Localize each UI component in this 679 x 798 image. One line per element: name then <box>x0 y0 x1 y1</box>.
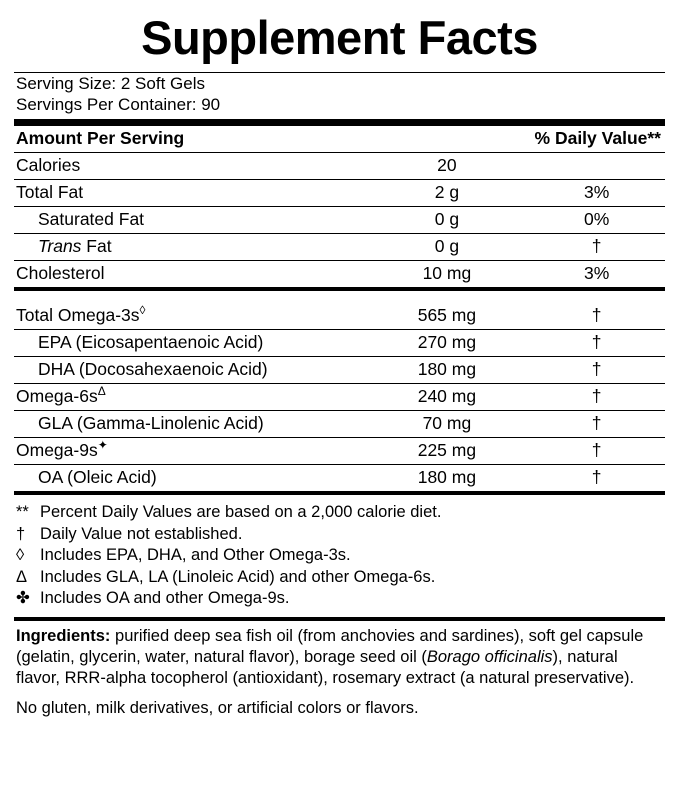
amount-per-serving-label: Amount Per Serving <box>14 126 366 153</box>
footnote-text: Percent Daily Values are based on a 2,000 calorie diet. <box>40 503 442 521</box>
row-amount-total-omega3s: 565 mg <box>366 303 529 330</box>
row-amount-calories: 20 <box>366 153 529 180</box>
row-dv-cholesterol: 3% <box>528 261 665 290</box>
ingredients-label: Ingredients: <box>16 626 111 645</box>
row-amount-total-fat: 2 g <box>366 180 529 207</box>
table-row <box>14 207 665 234</box>
row-label-dha: DHA (Docosahexaenoic Acid) <box>14 357 366 384</box>
row-label-trans-fat <box>14 234 366 261</box>
row-dv-calories <box>528 153 665 180</box>
footnote-mark: ◊ <box>16 546 25 564</box>
row-label-cholesterol: Cholesterol <box>14 261 366 290</box>
table-row <box>14 330 665 357</box>
footnote-mark: ** <box>16 503 29 521</box>
ingredients-text-part1: purified deep sea fish oil (from anchovies and sardines), soft gel capsule (gelatin, glycerin, water, natural flavor), borage seed oil ( <box>16 626 644 666</box>
row-label-total-omega3s <box>14 303 366 330</box>
table-row <box>14 303 665 330</box>
row-dv-total-omega3s: † <box>528 303 665 330</box>
row-dv-oa: † <box>528 465 665 494</box>
serving-size: Serving Size: 2 Soft Gels <box>16 74 205 93</box>
footnote-item <box>16 567 665 589</box>
page-title: Supplement Facts <box>141 11 538 64</box>
table-row <box>14 465 665 494</box>
omega3-marker: ◊ <box>139 303 146 318</box>
row-label-gla: GLA (Gamma-Linolenic Acid) <box>14 411 366 438</box>
footnote-mark: Δ <box>16 567 28 586</box>
footnote-item <box>16 545 665 567</box>
nutrition-table <box>14 126 665 495</box>
row-dv-trans-fat: † <box>528 234 665 261</box>
omega9-marker: ✦ <box>97 438 108 453</box>
footnote-text: Includes OA and other Omega-9s. <box>40 589 290 607</box>
row-dv-total-fat: 3% <box>528 180 665 207</box>
footnotes-list <box>16 502 665 610</box>
serving-info <box>16 73 665 115</box>
table-row <box>14 411 665 438</box>
table-spacer <box>14 289 665 303</box>
allergen-note: No gluten, milk derivatives, or artificial colors or flavors. <box>16 698 419 717</box>
omega3-text: Total Omega-3s <box>16 305 140 325</box>
footnote-text: Includes EPA, DHA, and Other Omega-3s. <box>40 546 351 564</box>
omega6-text: Omega-6s <box>16 386 98 406</box>
footnote-item <box>16 588 665 610</box>
footnote-mark: ✤ <box>16 589 30 607</box>
row-dv-dha: † <box>528 357 665 384</box>
row-label-calories: Calories <box>14 153 366 180</box>
servings-per-container: Servings Per Container: 90 <box>16 95 221 114</box>
trans-italic: Trans <box>38 236 82 256</box>
header-spacer <box>366 126 529 153</box>
trans-rest: Fat <box>81 236 112 256</box>
footnote-text: Daily Value not established. <box>40 524 243 543</box>
row-amount-oa: 180 mg <box>366 465 529 494</box>
row-amount-trans-fat: 0 g <box>366 234 529 261</box>
daily-value-label: % Daily Value** <box>528 126 665 153</box>
row-amount-saturated-fat: 0 g <box>366 207 529 234</box>
row-label-oa: OA (Oleic Acid) <box>14 465 366 494</box>
footnote-text: Includes GLA, LA (Linoleic Acid) and other Omega-6s. <box>40 567 436 586</box>
row-dv-saturated-fat: 0% <box>528 207 665 234</box>
table-row <box>14 180 665 207</box>
row-label-total-fat: Total Fat <box>14 180 366 207</box>
divider-above-header <box>14 119 665 126</box>
row-label-omega9s <box>14 438 366 465</box>
row-amount-epa: 270 mg <box>366 330 529 357</box>
table-row <box>14 153 665 180</box>
row-dv-epa: † <box>528 330 665 357</box>
table-row <box>14 357 665 384</box>
ingredients-text-part2: ), natural flavor, RRR-alpha tocopherol (antioxidant), rosemary extract (a natural preservative). <box>16 647 635 687</box>
omega9-text: Omega-9s <box>16 440 98 460</box>
ingredients-latin-name: Borago officinalis <box>426 647 553 666</box>
table-header-row <box>14 126 665 153</box>
row-label-omega6s <box>14 384 366 411</box>
row-label-epa: EPA (Eicosapentaenoic Acid) <box>14 330 366 357</box>
table-row <box>14 261 665 290</box>
row-label-saturated-fat: Saturated Fat <box>14 207 366 234</box>
omega6-marker: Δ <box>97 384 106 399</box>
table-row <box>14 438 665 465</box>
ingredients-paragraph <box>16 626 665 689</box>
divider-above-ingredients <box>14 617 665 621</box>
row-amount-cholesterol: 10 mg <box>366 261 529 290</box>
table-row <box>14 384 665 411</box>
row-dv-gla: † <box>528 411 665 438</box>
footnote-item <box>16 524 665 546</box>
row-amount-omega6s: 240 mg <box>366 384 529 411</box>
footnote-mark: † <box>16 524 26 543</box>
table-row <box>14 234 665 261</box>
row-amount-gla: 70 mg <box>366 411 529 438</box>
row-dv-omega6s: † <box>528 384 665 411</box>
row-amount-omega9s: 225 mg <box>366 438 529 465</box>
row-amount-dha: 180 mg <box>366 357 529 384</box>
footnote-item <box>16 502 665 524</box>
row-dv-omega9s: † <box>528 438 665 465</box>
